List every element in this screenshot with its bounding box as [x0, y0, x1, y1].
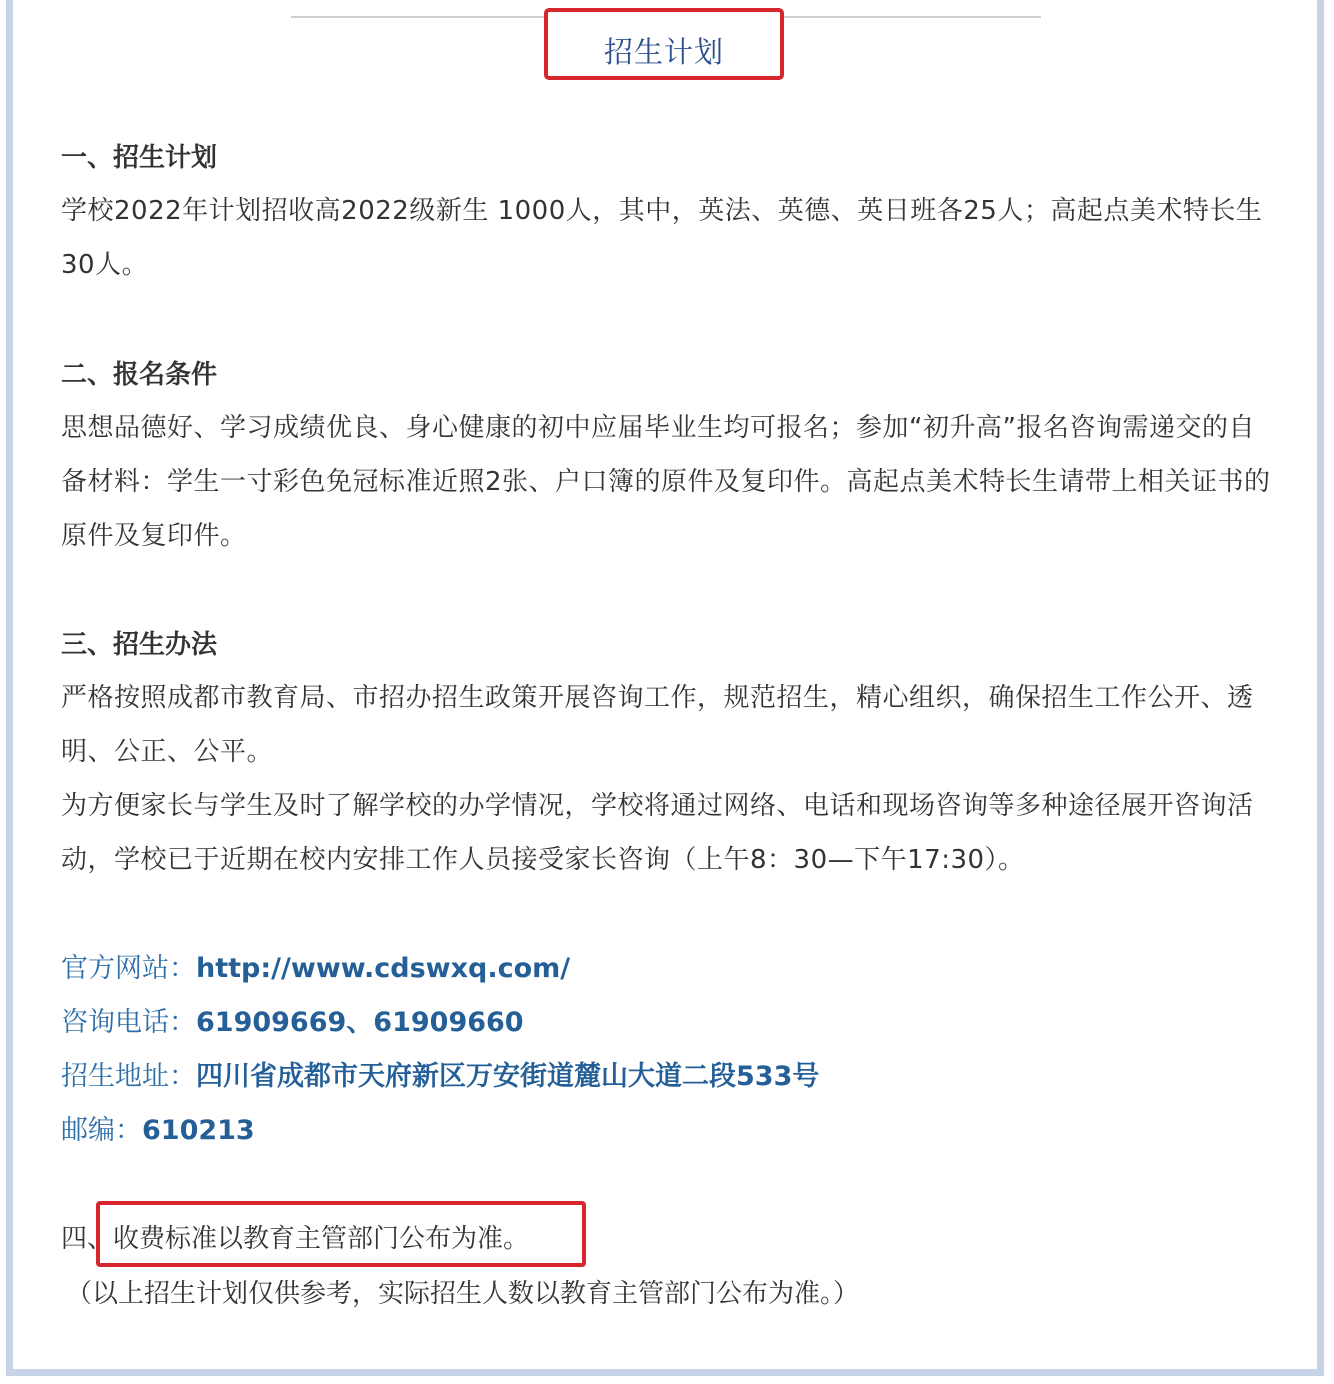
- section-heading: 三、招生办法: [61, 630, 218, 660]
- phone-value: 61909669、61909660: [196, 1007, 524, 1038]
- page-title: 招生计划: [603, 35, 724, 69]
- contact-phone: [61, 1006, 524, 1040]
- section-paragraph: 思想品德好、学习成绩优良、身心健康的初中应届毕业生均可报名；参加“初升高”报名咨询需递交的自备材料：学生一寸彩色免冠标准近照2张、户口簿的原件及复印件。高起点美术特长生请带上相关证书的原件及复印件。: [61, 413, 1271, 551]
- website-link[interactable]: http://www.cdswxq.com/: [196, 953, 571, 984]
- website-label: 官方网站：: [61, 953, 196, 984]
- section-heading: 二、报名条件: [61, 360, 218, 390]
- address-value: 四川省成都市天府新区万安街道麓山大道二段533号: [196, 1061, 820, 1092]
- section-requirements: [61, 359, 1276, 563]
- postcode-label: 邮编：: [61, 1115, 142, 1146]
- contact-postcode: [61, 1114, 255, 1148]
- contact-address: [61, 1060, 819, 1094]
- fee-text: 收费标准以教育主管部门公布为准。: [113, 1224, 530, 1254]
- title-highlight-box: [544, 8, 784, 80]
- section-paragraph: 为方便家长与学生及时了解学校的办学情况，学校将通过网络、电话和现场咨询等多种途径展开咨询活动，学校已于近期在校内安排工作人员接受家长咨询（上午8：30—下午17:30）。: [61, 791, 1254, 875]
- section-method: [61, 629, 1276, 887]
- section-paragraph: 学校2022年计划招收高2022级新生 1000人，其中，英法、英德、英日班各25人；高起点美术特长生30人。: [61, 196, 1263, 280]
- contact-website: [61, 952, 570, 986]
- fee-prefix: 四、: [61, 1224, 114, 1254]
- footnote: （以上招生计划仅供参考，实际招生人数以教育主管部门公布为准。）: [66, 1279, 860, 1309]
- section-enrollment-plan: [61, 142, 1276, 292]
- address-label: 招生地址：: [61, 1061, 196, 1092]
- postcode-value: 610213: [142, 1115, 255, 1146]
- section-paragraph: 严格按照成都市教育局、市招办招生政策开展咨询工作，规范招生，精心组织，确保招生工作公开、透明、公正、公平。: [61, 683, 1254, 767]
- fee-highlight-box: [96, 1201, 586, 1267]
- phone-label: 咨询电话：: [61, 1007, 196, 1038]
- section-heading: 一、招生计划: [61, 143, 218, 173]
